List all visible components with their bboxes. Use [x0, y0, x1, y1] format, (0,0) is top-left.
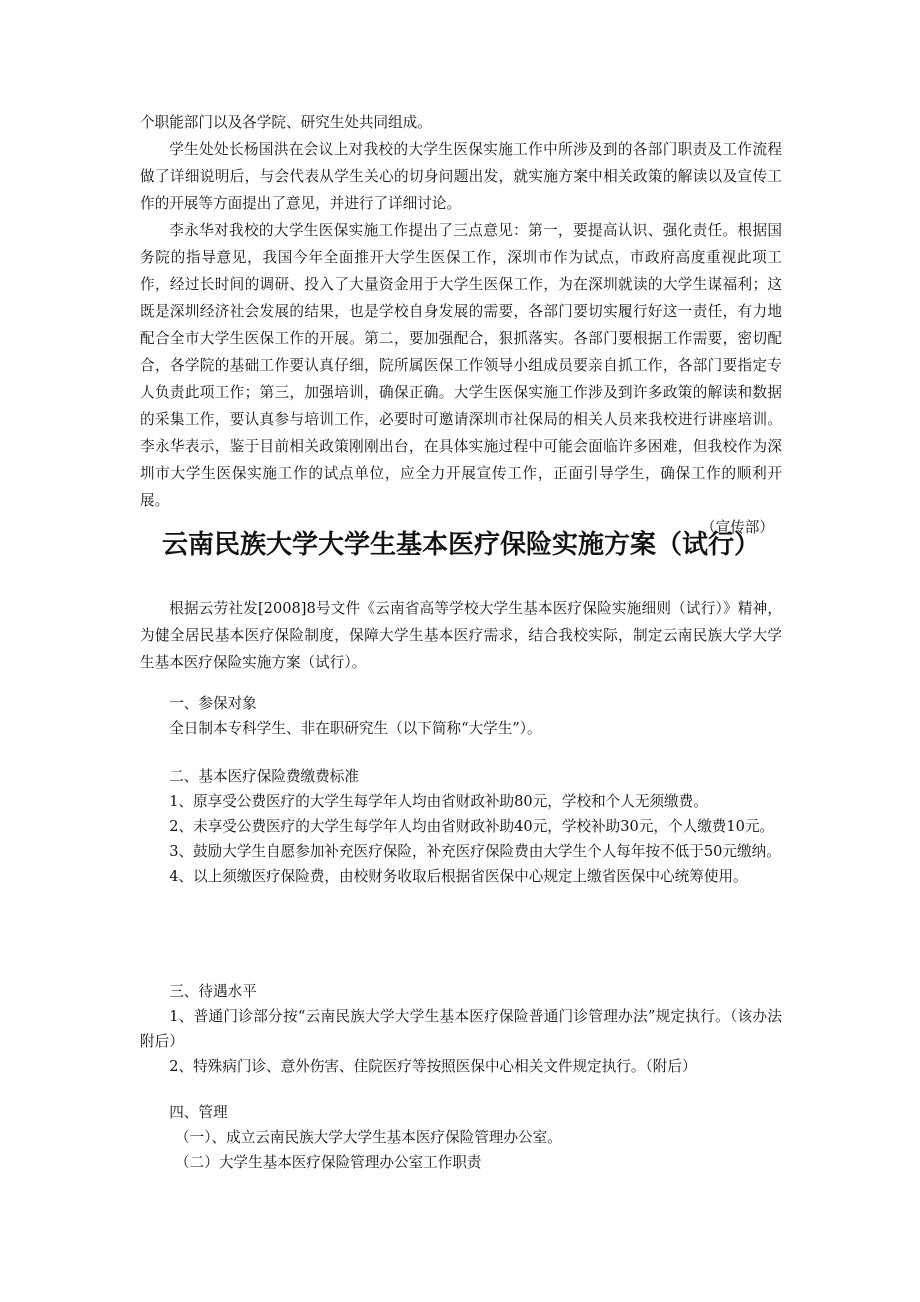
section-insured: [140, 691, 782, 741]
paragraph: 1、普通门诊部分按“云南民族大学大学生基本医疗保险普通门诊管理办法”规定执行。（该办法附后）: [140, 1008, 782, 1050]
paragraph: 李永华对我校的大学生医保实施工作提出了三点意见：第一，要提高认识、强化责任。根据国务院的指导意见，我国今年全面推开大学生医保工作，深圳市作为试点，市政府高度重视此项工作，经过长时间的调研、投入了大量资金用于大学生医保工作，为在深圳就读的大学生谋福利；这既是深圳经济社会发展的结果，也是学校自身发展的需要，各部门要切实履行好这一责任，有力地配合全市大学生医保工作的开展。第二，要加强配合，狠抓落实。各部门要根据工作需要，密切配合，各学院的基础工作要认真仔细，院所属医保工作领导小组成员要亲自抓工作，各部门要指定专人负责此项工作；第三，加强培训，确保正确。大学生医保实施工作涉及到许多政策的解读和数据的采集工作，要认真参与培训工作，必要时可邀请深圳市社保局的相关人员来我校进行讲座培训。李永华表示，鉴于目前相关政策刚刚出台，在具体实施过程中可能会面临许多困难，但我校作为深圳市大学生医保实施工作的试点单位，应全力开展宣传工作，正面引导学生，确保工作的顺利开展。: [140, 222, 782, 509]
section-management: [140, 1100, 782, 1175]
paragraph: 2、未享受公费医疗的大学生每学年人均由省财政补助40元，学校补助30元，个人缴费10元。: [169, 818, 775, 835]
section-benefits: [140, 979, 782, 1079]
signature: （宣传部）: [701, 519, 774, 536]
paragraph: 学生处处长杨国洪在会议上对我校的大学生医保实施工作中所涉及到的各部门职责及工作流程做了详细说明后，与会代表从学生关心的切身问题出发，就实施方案中相关政策的解读以及宣传工作的开展等方面提出了意见，并进行了详细讨论。: [140, 141, 782, 212]
paragraph: 3、鼓励大学生自愿参加补充医疗保险，补充医疗保险费由大学生个人每年按不低于50元缴纳。: [169, 843, 781, 860]
section-heading: 一、参保对象: [169, 695, 257, 712]
section-heading: 三、待遇水平: [169, 983, 257, 1000]
paragraph: （二）大学生基本医疗保险管理办公室工作职责: [175, 1154, 482, 1171]
document-title: 云南民族大学大学生基本医疗保险实施方案（试行）: [161, 530, 760, 560]
section-fee-standard: [140, 764, 782, 889]
paragraph: 2、特殊病门诊、意外伤害、住院医疗等按照医保中心相关文件规定执行。（附后）: [169, 1058, 697, 1075]
intro-paragraph: 根据云劳社发[2008]8号文件《云南省高等学校大学生基本医疗保险实施细则（试行）》精神，为健全居民基本医疗保险制度，保障大学生基本医疗需求，结合我校实际，制定云南民族大学大学生基本医疗保险实施方案（试行）。: [140, 600, 782, 671]
paragraph: 1、原享受公费医疗的大学生每学年人均由省财政补助80元，学校和个人无须缴费。: [169, 793, 708, 810]
section-heading: 四、管理: [169, 1104, 228, 1121]
previous-article: [140, 109, 782, 541]
section-heading: 二、基本医疗保险费缴费标准: [169, 768, 359, 785]
intro-section: [140, 595, 782, 676]
paragraph: （一）、成立云南民族大学大学生基本医疗保险管理办公室。: [175, 1129, 562, 1146]
paragraph: 个职能部门以及各学院、研究生处共同组成。: [140, 114, 432, 131]
paragraph: 4、以上须缴医疗保险费，由校财务收取后根据省医保中心规定上缴省医保中心统筹使用。: [169, 868, 748, 885]
paragraph: 全日制本专科学生、非在职研究生（以下简称“大学生”）。: [169, 720, 542, 737]
